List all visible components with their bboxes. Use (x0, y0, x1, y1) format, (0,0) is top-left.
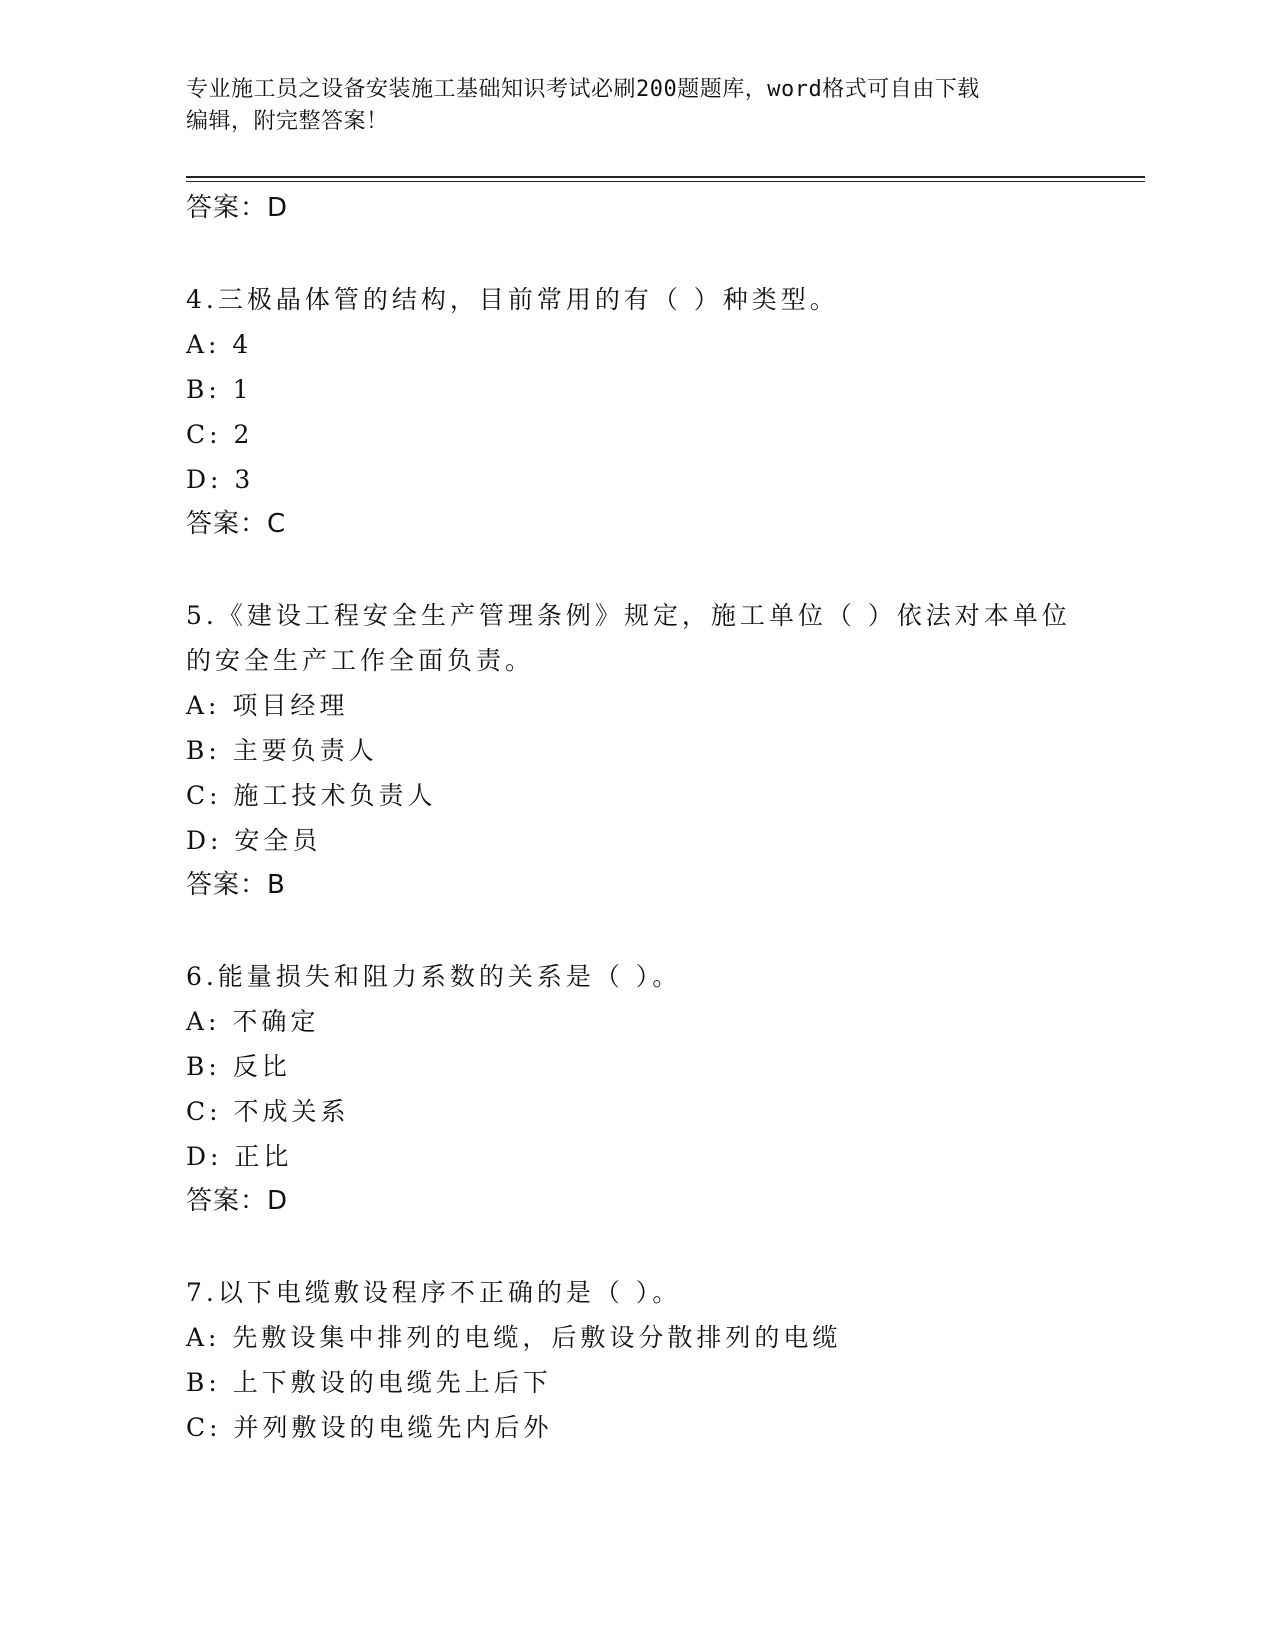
question-list (186, 186, 1086, 1450)
option-line: D: 安全员 (186, 826, 322, 855)
option-line: B: 上下敷设的电缆先上后下 (186, 1368, 552, 1397)
option-line: A: 不确定 (186, 1007, 320, 1036)
option-line: C: 并列敷设的电缆先内后外 (186, 1413, 553, 1442)
spacer (186, 908, 1086, 954)
spacer (186, 547, 1086, 593)
option-line: B: 1 (186, 375, 253, 404)
spacer (186, 231, 1086, 277)
option-line: B: 反比 (186, 1052, 291, 1081)
header-divider-thin (186, 181, 1145, 182)
spacer (186, 1224, 1086, 1270)
option-line: A: 4 (186, 330, 253, 359)
question-line: 7.以下电缆敷设程序不正确的是（ ）。 (186, 1278, 682, 1307)
header-title-line-2: 编辑，附完整答案！ (186, 109, 389, 134)
answer-line: 答案：C (186, 509, 287, 539)
option-line: C: 不成关系 (186, 1097, 350, 1126)
answer-line: 答案：D (186, 193, 289, 223)
option-line: A: 项目经理 (186, 691, 349, 720)
header-title-line-1: 专业施工员之设备安装施工基础知识考试必刷200题题库，word格式可自由下载 (186, 77, 980, 102)
option-line: B: 主要负责人 (186, 736, 378, 765)
option-line: D: 3 (186, 465, 255, 494)
question-line: 4.三极晶体管的结构，目前常用的有（ ）种类型。 (186, 285, 839, 314)
answer-line: 答案：B (186, 870, 286, 900)
question-line: 6.能量损失和阻力系数的关系是（ ）。 (186, 962, 682, 991)
option-line: C: 施工技术负责人 (186, 781, 437, 810)
answer-line: 答案：D (186, 1186, 289, 1216)
question-line: 的安全生产工作全面负责。 (186, 646, 535, 675)
document-header (186, 74, 1086, 138)
question-line: 5.《建设工程安全生产管理条例》规定，施工单位（ ）依法对本单位 (186, 601, 1071, 630)
option-line: C: 2 (186, 420, 254, 449)
option-line: D: 正比 (186, 1142, 293, 1171)
option-line: A: 先敷设集中排列的电缆，后敷设分散排列的电缆 (186, 1323, 842, 1352)
header-divider-thick (186, 176, 1145, 178)
